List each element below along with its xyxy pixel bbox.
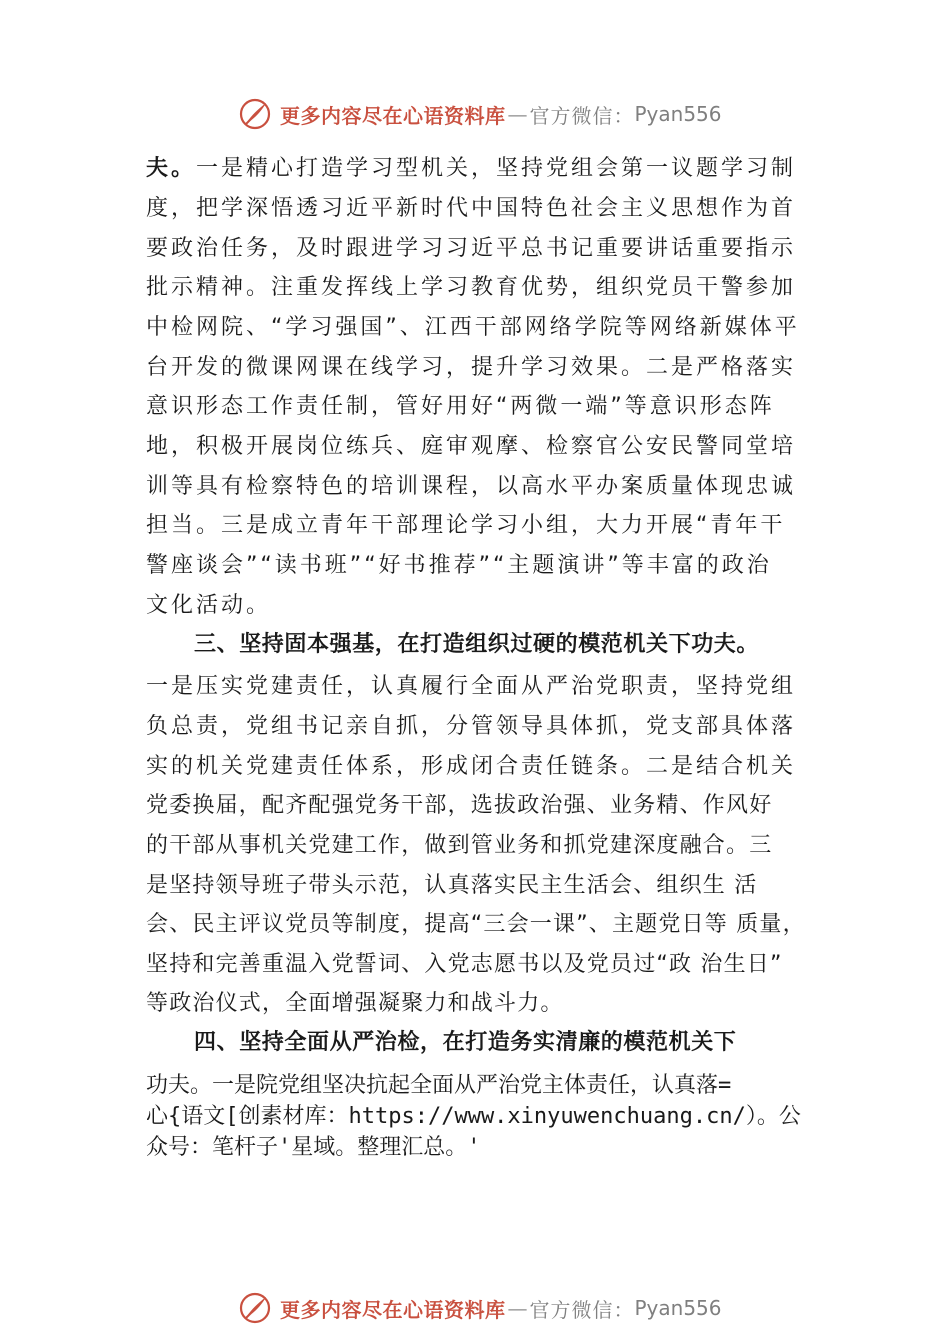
- body-line: 实的机关党建责任体系，形成闭合责任链条。二是结合机关: [146, 754, 797, 779]
- banner-wechat-id: Pyan556: [634, 1296, 722, 1320]
- body-line: 一是压实党建责任，认真履行全面从严治党职责，坚持党组: [146, 674, 797, 699]
- banner-dash: —: [507, 102, 528, 126]
- section-heading-3: 三、坚持固本强基，在打造组织过硬的模范机关下功夫。: [194, 632, 760, 657]
- footer-watermark: [238, 1288, 722, 1328]
- body-line: 台开发的微课网课在线学习，提升学习效果。二是严格落实: [146, 355, 797, 380]
- body-line: 批示精神。注重发挥线上学习教育优势，组织党员干警参加: [146, 275, 797, 300]
- body-line: 要政治任务，及时跟进学习习近平总书记重要讲话重要指示: [146, 236, 797, 261]
- banner-title: 更多内容尽在心语资料库: [280, 1297, 506, 1322]
- quill-logo-icon: [238, 1291, 272, 1325]
- section-heading-4: 四、坚持全面从严治检，在打造务实清廉的模范机关下: [194, 1030, 737, 1055]
- banner-official-label: 官方微信：: [529, 1297, 635, 1322]
- banner-wechat-id: Pyan556: [634, 102, 722, 126]
- body-line: 会、民主评议党员等制度，提高“三会一课”、主题党日等 质量，: [146, 912, 806, 937]
- banner-title: 更多内容尽在心语资料库: [280, 103, 506, 128]
- banner-official-label: 官方微信：: [529, 103, 635, 128]
- body-line: 担当。三是成立青年干部理论学习小组，大力开展“青年干: [146, 513, 786, 538]
- lead-bold-text: 夫。: [146, 156, 197, 181]
- body-line: 党委换届，配齐配强党务干部，选拔政治强、业务精、作风好: [146, 793, 773, 818]
- body-line: 是坚持领导班子带头示范，认真落实民主生活会、组织生 活: [146, 873, 758, 898]
- body-line: 的干部从事机关党建工作，做到管业务和抓党建深度融合。三: [146, 833, 773, 858]
- body-line: 众号：笔杆子'星域。整理汇总。': [146, 1135, 481, 1160]
- body-line: 坚持和完善重温入党誓词、入党志愿书以及党员过“政 治生日”: [146, 952, 783, 977]
- body-line: 负总责，党组书记亲自抓，分管领导具体抓，党支部具体落: [146, 714, 797, 739]
- body-line: 功夫。一是院党组坚决抗起全面从严治党主体责任，认真落=: [146, 1073, 732, 1098]
- body-line: 地，积极开展岗位练兵、庭审观摩、检察官公安民警同堂培: [146, 434, 797, 459]
- body-line: 训等具有检察特色的培训课程，以高水平办案质量体现忠诚: [146, 474, 797, 499]
- header-watermark: [238, 94, 722, 134]
- body-line: 警座谈会”“读书班”“好书推荐”“主题演讲”等丰富的政治: [146, 553, 772, 578]
- body-line: 度，把学深悟透习近平新时代中国特色社会主义思想作为首: [146, 196, 797, 221]
- quill-logo-icon: [238, 97, 272, 131]
- body-line: 文化活动。: [146, 593, 272, 618]
- body-line: 意识形态工作责任制，管好用好“两微一端”等意识形态阵: [146, 394, 775, 419]
- body-line: 中检网院、“学习强国”、江西干部网络学院等网络新媒体平: [146, 315, 800, 340]
- body-line-1-text: 一是精心打造学习型机关，坚持党组会第一议题学习制: [196, 156, 797, 181]
- body-line: 心{语文[创素材库：https://www.xinyuwenchuang.cn/）。公: [146, 1104, 801, 1129]
- banner-dash: —: [507, 1296, 528, 1320]
- body-line-1: [146, 154, 796, 184]
- body-line: 等政治仪式，全面增强凝聚力和战斗力。: [146, 991, 564, 1016]
